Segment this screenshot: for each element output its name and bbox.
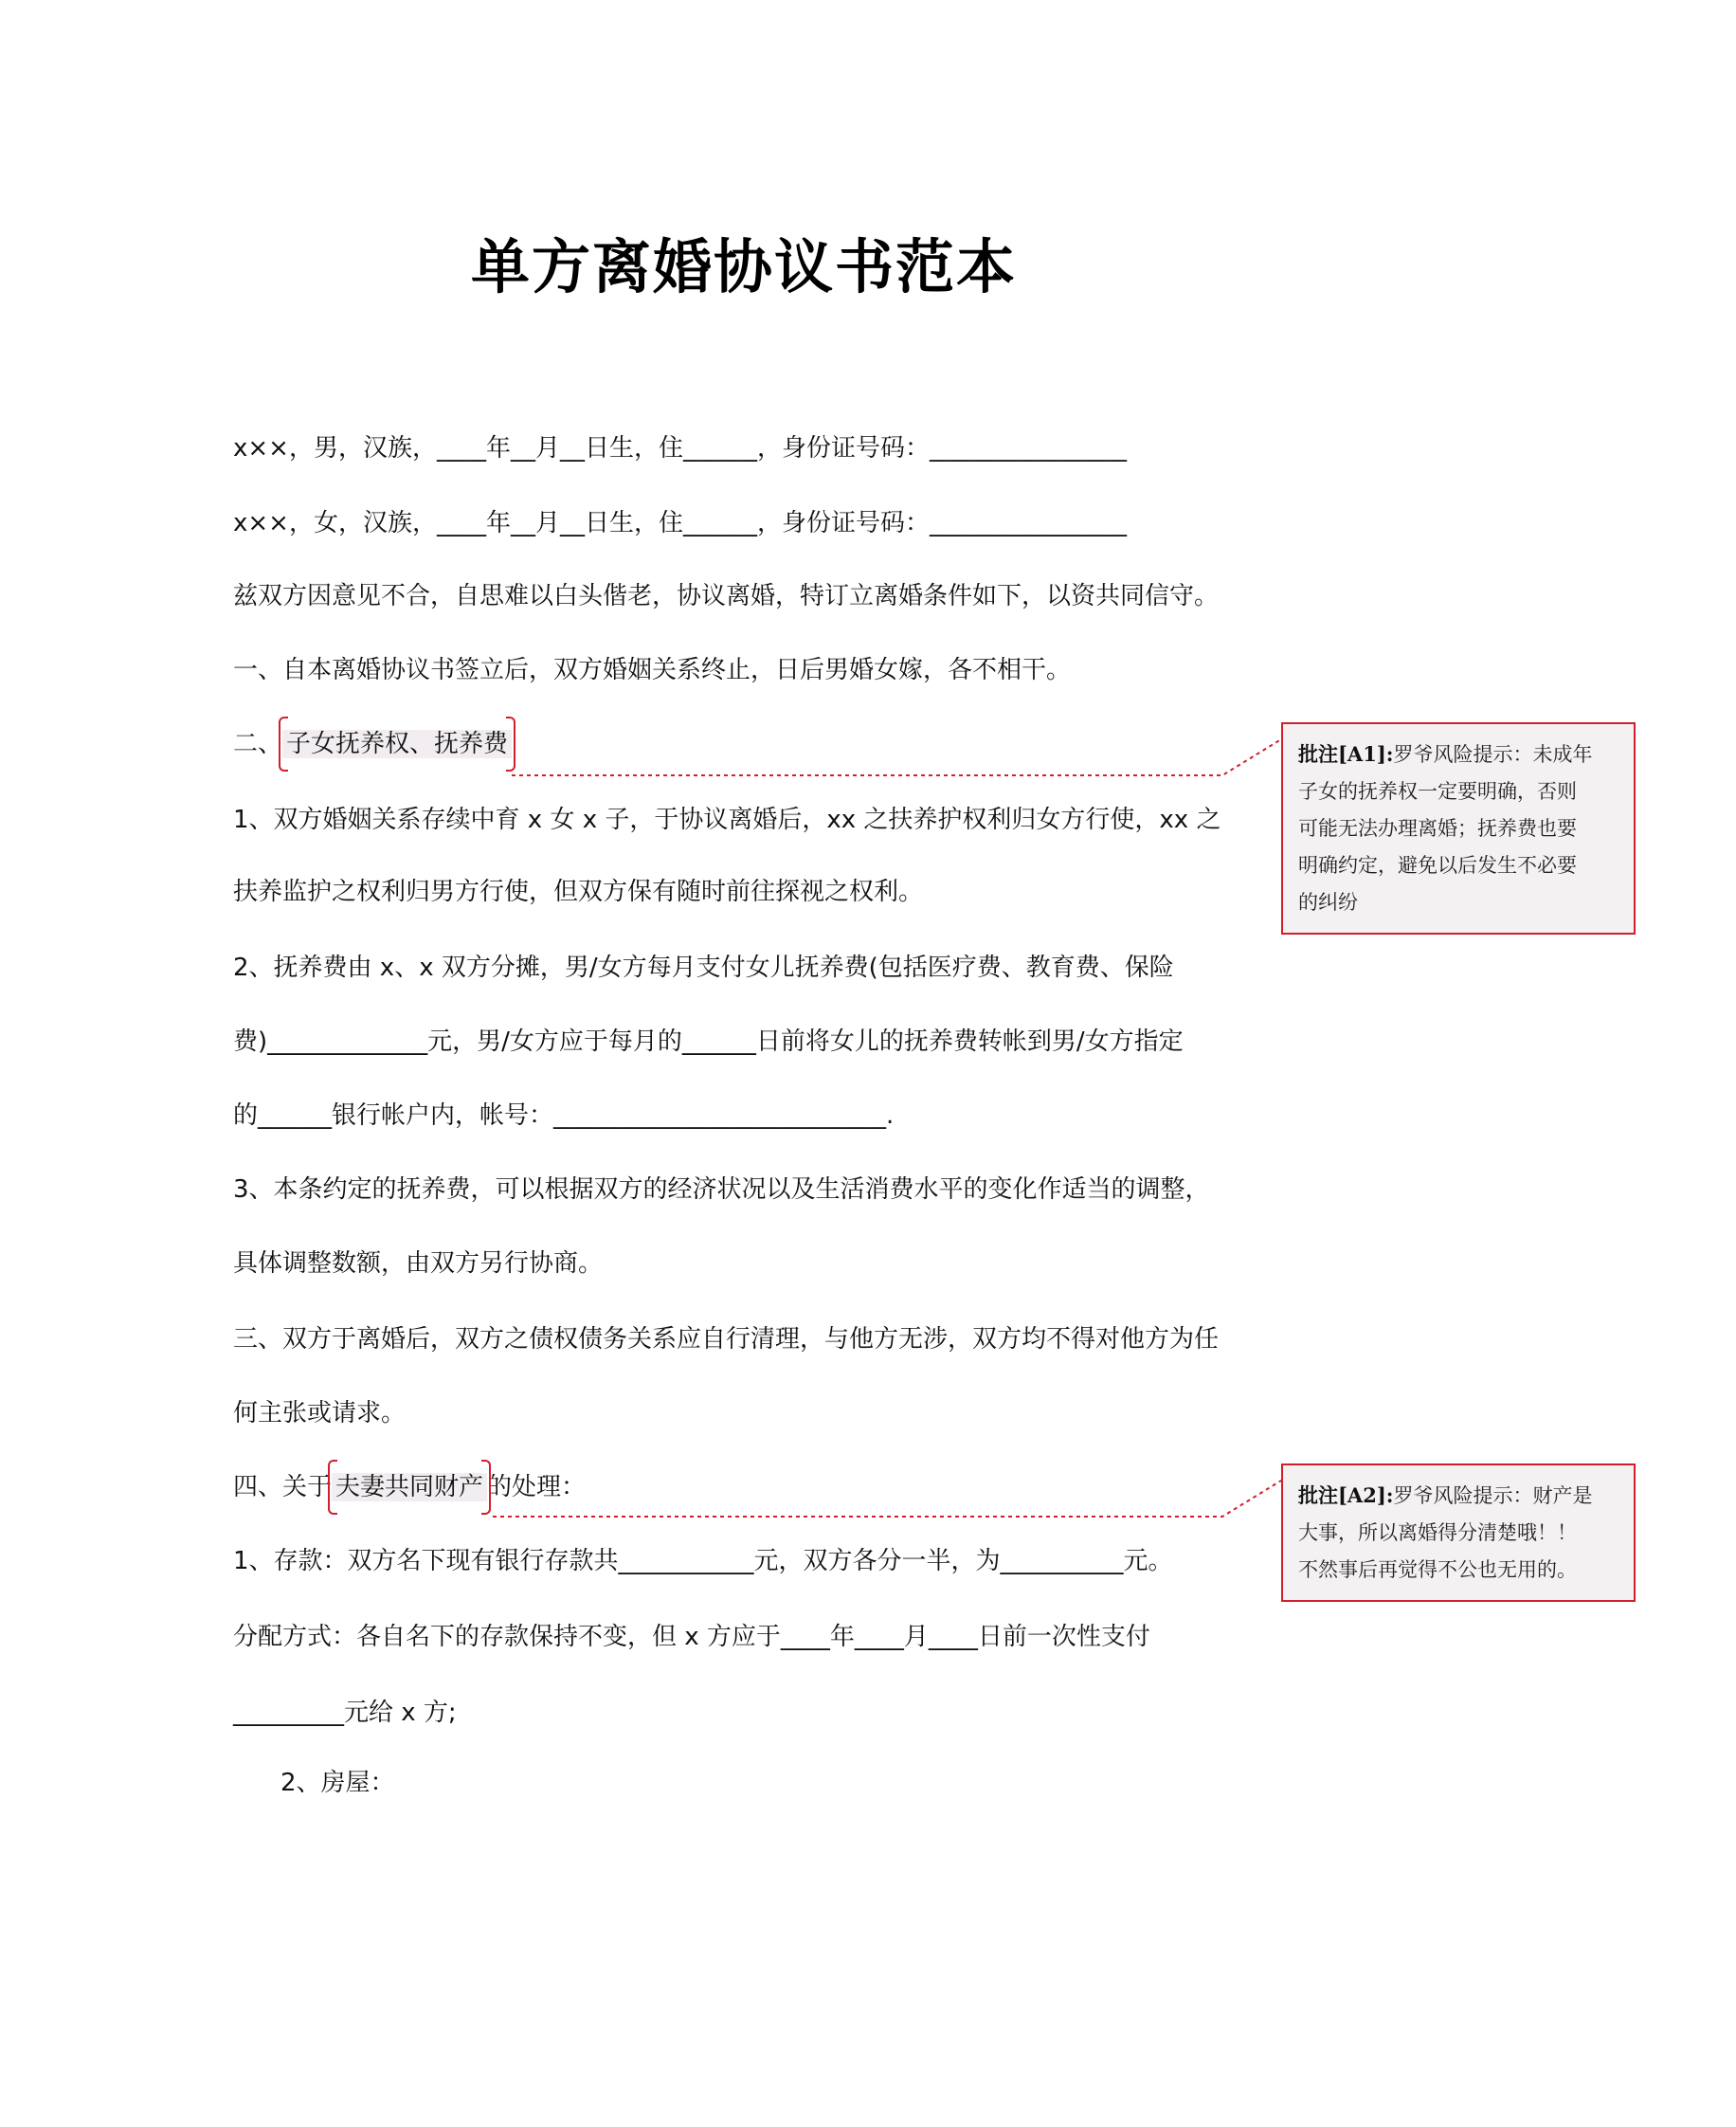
preamble-line: 兹双方因意见不合，自思难以白头偕老，协议离婚，特订立离婚条件如下，以资共同信守。	[233, 582, 1220, 610]
comment-anchor-a1[interactable]	[282, 730, 512, 758]
clause-4-suffix: 的处理：	[487, 1473, 587, 1501]
clause-1: 一、自本离婚协议书签立后，双方婚姻关系终止，日后男婚女嫁，各不相干。	[233, 656, 1072, 684]
clause-3-line-1: 三、双方于离婚后，双方之债权债务关系应自行清理，与他方无涉，双方均不得对他方为任	[233, 1325, 1220, 1354]
comment-a1-line-2: 子女的抚养权一定要明确，否则	[1298, 780, 1577, 803]
clause-4-item-2-line-1: 2、房屋：	[280, 1769, 395, 1797]
clause-4-heading	[233, 1471, 586, 1503]
party-female-line: x××，女，汉族，____年__月__日生，住______，身份证号码：________________	[233, 509, 1127, 537]
clause-4-item-1-line-3: _________元给 x 方;	[233, 1699, 457, 1727]
clause-2-item-2-line-3: 的______银行帐户内，帐号：___________________________.	[233, 1101, 895, 1130]
clause-2-item-2-line-2: 费)_____________元，男/女方应于每月的______日前将女儿的抚养费转帐到男/女方指定	[233, 1027, 1184, 1056]
document-title: 单方离婚协议书范本	[470, 232, 1017, 301]
comment-tag-a2: 批注[A2]:	[1298, 1483, 1394, 1507]
clause-2-heading	[233, 728, 512, 760]
comment-a1-line-1: 罗爷风险提示：未成年	[1393, 743, 1593, 766]
comment-anchor-a2[interactable]	[332, 1473, 487, 1501]
clause-2-item-1-line-2: 扶养监护之权利归男方行使，但双方保有随时前往探视之权利。	[233, 878, 924, 906]
comment-a1-line-4: 明确约定，避免以后发生不必要	[1298, 854, 1577, 877]
clause-2-prefix: 二、	[233, 730, 283, 758]
clause-3-line-2: 何主张或请求。	[233, 1399, 407, 1427]
highlighted-text-a1: 子女抚养权、抚养费	[286, 730, 509, 758]
party-male-line: x××，男，汉族，____年__月__日生，住______，身份证号码：________________	[233, 434, 1127, 463]
clause-4-item-1-line-1: 1、存款：双方名下现有银行存款共___________元，双方各分一半，为__________元。	[233, 1547, 1173, 1575]
comment-tag-a1: 批注[A1]:	[1298, 742, 1394, 766]
comment-a2-line-3: 不然事后再觉得不公也无用的。	[1298, 1558, 1577, 1581]
comment-a1-line-3: 可能无法办理离婚；抚养费也要	[1298, 817, 1577, 840]
highlighted-text-a2: 夫妻共同财产	[335, 1473, 484, 1501]
clause-2-item-1-line-1: 1、双方婚姻关系存续中育 x 女 x 子，于协议离婚后，xx 之扶养护权利归女方行使，xx 之	[233, 806, 1221, 834]
clause-4-item-1-line-2: 分配方式：各自名下的存款保持不变，但 x 方应于____年____月____日前一次性支付	[233, 1623, 1150, 1651]
comment-connector-a2	[493, 1481, 1281, 1517]
clause-2-item-2-line-1: 2、抚养费由 x、x 双方分摊，男/女方每月支付女儿抚养费(包括医疗费、教育费、保险	[233, 954, 1174, 982]
comment-a2-line-2: 大事，所以离婚得分清楚哦！！	[1298, 1521, 1577, 1544]
comment-a2-line-1: 罗爷风险提示：财产是	[1393, 1484, 1593, 1507]
clause-2-item-3-line-1: 3、本条约定的抚养费，可以根据双方的经济状况以及生活消费水平的变化作适当的调整，	[233, 1175, 1210, 1204]
clause-4-prefix: 四、关于	[233, 1473, 333, 1501]
comment-connector-a1	[512, 739, 1281, 775]
comment-a1-line-5: 的纠纷	[1298, 891, 1358, 914]
comment-box-a2[interactable]	[1281, 1463, 1636, 1602]
clause-2-item-3-line-2: 具体调整数额，由双方另行协商。	[233, 1249, 604, 1278]
comment-box-a1[interactable]	[1281, 722, 1636, 935]
